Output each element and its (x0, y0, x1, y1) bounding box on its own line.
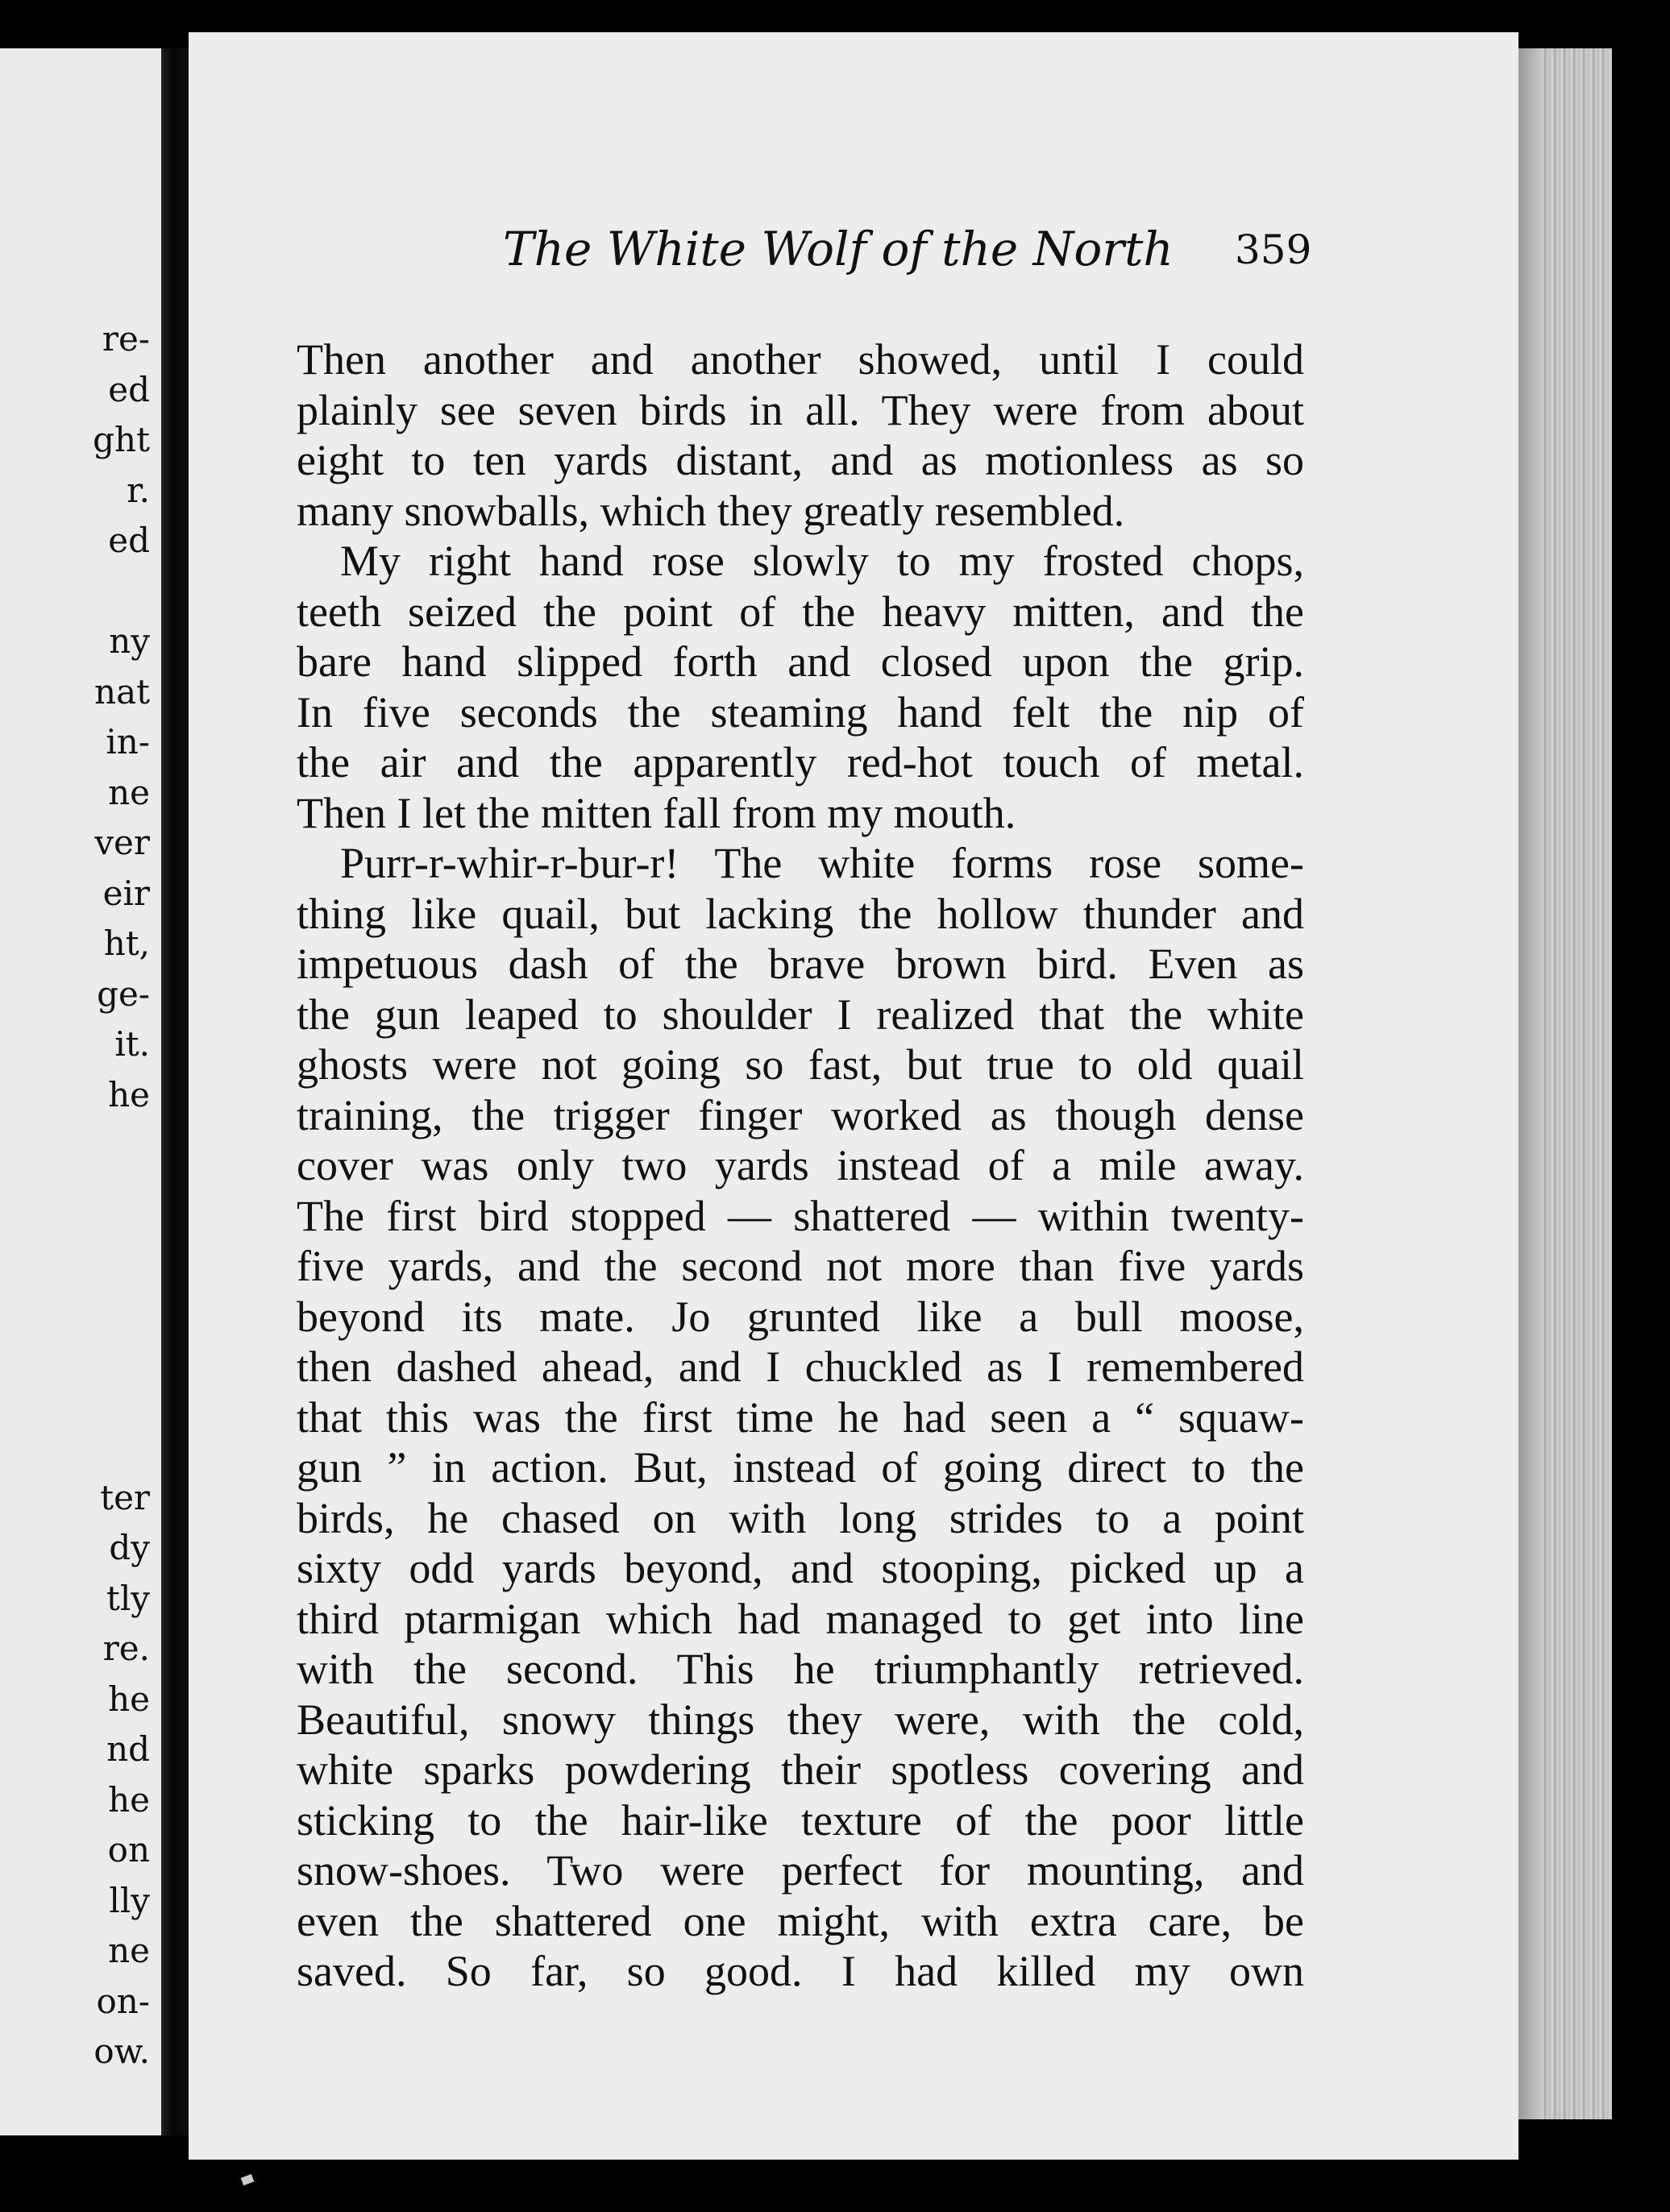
text-line: gun ” in action. But, instead of going direct to the (297, 1443, 1304, 1492)
left-fragment: it. (114, 1024, 150, 1064)
left-fragment: ge- (97, 973, 150, 1014)
left-fragment (93, 1120, 150, 1171)
text-line: then dashed ahead, and I chuckled as I remembered (297, 1343, 1304, 1391)
left-fragment: he (108, 1074, 150, 1114)
text-line: snow-shoes. Two were perfect for mounting, and (297, 1846, 1304, 1895)
left-fragment: re. (102, 1629, 150, 1668)
left-facing-page (0, 48, 161, 2135)
text-line: that this was the first time he had seen a “ squaw- (297, 1392, 1304, 1442)
text-line: Beautiful, snowy things they were, with the cold, (297, 1695, 1304, 1744)
left-fragment: nat (94, 671, 150, 712)
left-fragment: dy (109, 1528, 150, 1567)
left-fragment: re- (102, 319, 150, 359)
text-line: even the shattered one might, with extra care, be (297, 1896, 1304, 1945)
left-fragment: he (108, 1779, 150, 1820)
text-line: plainly see seven birds in all. They were from about (297, 385, 1304, 434)
text-line: with the second. This he triumphantly retrieved. (297, 1645, 1304, 1693)
text-line: five yards, and the second not more than five yards (297, 1242, 1304, 1290)
text-line: many snowballs, which they greatly resembled. (297, 486, 1125, 535)
left-fragment: ne (108, 1931, 150, 1970)
left-fragment: ter (100, 1477, 150, 1517)
left-fragment: ed (108, 369, 150, 409)
text-line: cover was only two yards instead of a mile away. (297, 1141, 1304, 1189)
left-fragment: ny (109, 621, 150, 661)
left-fragment: tly (106, 1578, 150, 1618)
text-line: My right hand rose slowly to my frosted chops, (340, 537, 1304, 585)
text-line: thing like quail, but lacking the hollow thunder and (297, 889, 1304, 938)
page-edge-shadow (1518, 48, 1543, 2119)
text-line: Then another and another showed, until I could (297, 335, 1304, 384)
left-fragment: on- (96, 1981, 150, 2021)
left-fragment: ght (93, 420, 150, 459)
left-fragment: ver (94, 823, 150, 862)
text-line: eight to ten yards distant, and as motionless as so (297, 436, 1304, 484)
left-fragment: ow. (93, 2031, 150, 2071)
left-fragment: eir (102, 873, 150, 913)
scan-speck (241, 2174, 255, 2185)
text-line: white sparks powdering their spotless covering and (297, 1745, 1304, 1794)
left-fragment: in- (106, 722, 150, 762)
body-text (297, 334, 1304, 1997)
left-fragment: he (108, 1679, 150, 1719)
text-line: the gun leaped to shoulder I realized that the white (297, 990, 1304, 1039)
page-number: 359 (1235, 226, 1312, 273)
text-line: teeth seized the point of the heavy mitten, and the (297, 587, 1304, 636)
left-fragment: nd (106, 1729, 150, 1769)
left-fragment: ne (108, 772, 150, 812)
left-fragment (93, 566, 150, 617)
text-line: In five seconds the steaming hand felt the nip of (297, 687, 1304, 737)
page-header (189, 222, 1518, 294)
text-line: beyond its mate. Jo grunted like a bull moose, (297, 1292, 1304, 1341)
left-fragment (93, 1322, 150, 1372)
text-line: impetuous dash of the brave brown bird. Even as (297, 940, 1304, 988)
left-fragment: on (107, 1830, 150, 1870)
text-line: ghosts were not going so fast, but true to old quail (297, 1040, 1304, 1089)
text-line: Then I let the mitten fall from my mouth. (297, 788, 1016, 837)
text-line: training, the trigger finger worked as though dense (297, 1090, 1304, 1139)
right-page (189, 32, 1518, 2160)
text-line: birds, he chased on with long strides to a point (297, 1493, 1304, 1542)
text-line: sixty odd yards beyond, and stooping, picked up a (297, 1544, 1304, 1592)
text-line: the air and the apparently red-hot touch of metal. (297, 738, 1304, 786)
left-fragment: ed (108, 521, 150, 560)
left-fragment: lly (109, 1880, 150, 1920)
text-line: third ptarmigan which had managed to get into line (297, 1594, 1304, 1643)
left-fragment (93, 1422, 150, 1473)
running-title: The White Wolf of the North (503, 222, 1174, 276)
text-line: bare hand slipped forth and closed upon the grip. (297, 637, 1304, 686)
left-fragment: ht, (103, 923, 150, 963)
left-fragment (93, 1171, 150, 1222)
text-line: saved. So far, so good. I had killed my own (297, 1947, 1304, 1995)
book-gutter (161, 48, 189, 2135)
text-line: sticking to the hair-like texture of the poor little (297, 1795, 1304, 1845)
left-fragment (93, 1221, 150, 1272)
text-line: Purr-r-whir-r-bur-r! The white forms rose some- (340, 839, 1304, 887)
left-fragment: r. (127, 470, 150, 510)
left-page-text-fragments (93, 314, 150, 2077)
left-fragment (93, 1372, 150, 1423)
left-fragment (93, 1272, 150, 1322)
text-line: The first bird stopped — shattered — within twenty- (297, 1191, 1304, 1240)
